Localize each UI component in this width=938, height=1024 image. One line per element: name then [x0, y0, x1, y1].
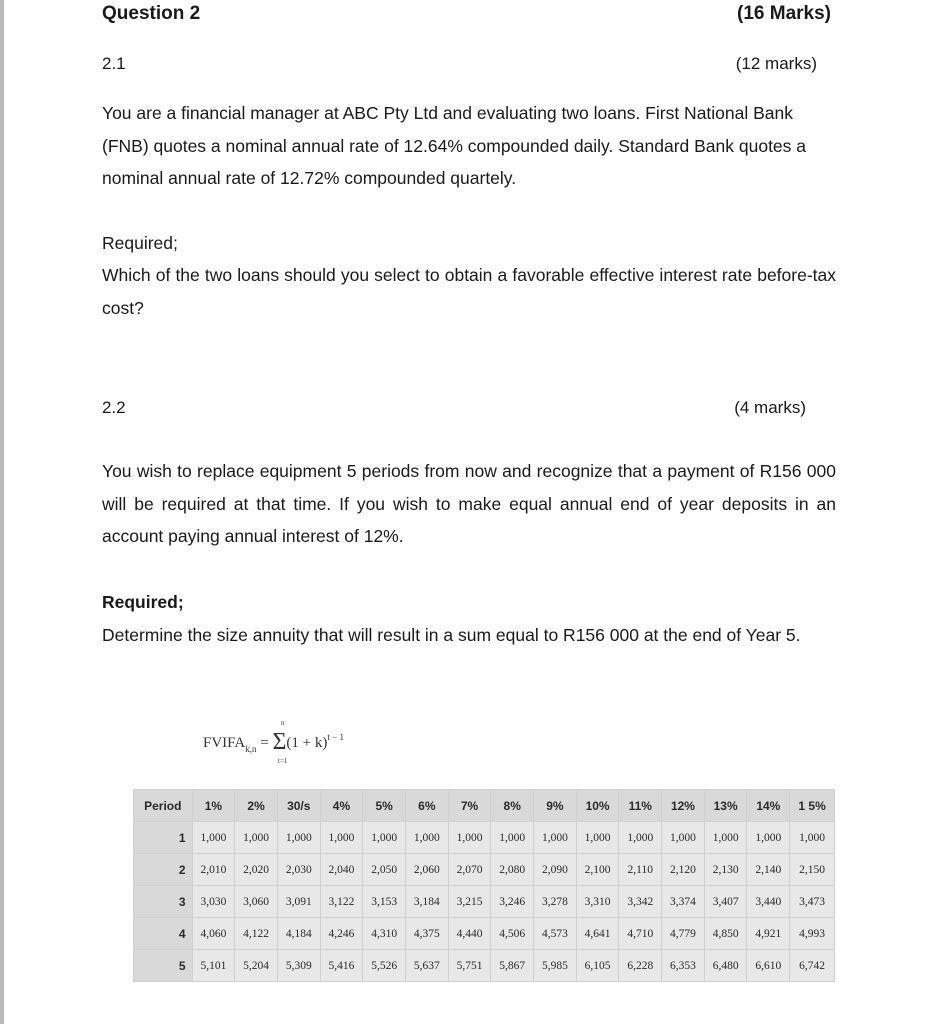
value-cell: 5,101 [192, 950, 235, 982]
value-cell: 4,060 [192, 918, 235, 950]
value-cell: 1,000 [491, 822, 534, 854]
question-title: Question 2 [102, 3, 201, 24]
value-cell: 1,000 [704, 822, 747, 854]
value-cell: 2,070 [448, 854, 491, 886]
value-cell: 4,993 [790, 918, 835, 950]
value-cell: 3,374 [662, 886, 705, 918]
value-cell: 5,416 [320, 950, 363, 982]
value-cell: 2,060 [405, 854, 448, 886]
value-cell: 2,080 [491, 854, 534, 886]
value-cell: 4,921 [747, 918, 790, 950]
value-cell: 4,573 [534, 918, 577, 950]
value-cell: 1,000 [363, 822, 406, 854]
value-cell: 5,637 [405, 950, 448, 982]
period-cell: 3 [134, 886, 193, 918]
part2-required-label: Required; [102, 592, 184, 612]
page-left-edge [0, 0, 4, 1024]
value-cell: 3,278 [534, 886, 577, 918]
table-row [134, 822, 835, 854]
value-cell: 2,120 [662, 854, 705, 886]
table-header-row [134, 790, 835, 822]
header-cell: 12% [662, 790, 705, 822]
part2-body: You wish to replace equipment 5 periods from now and recognize that a payment of R156 000 will be required at that time. If you wish to make equal annual end of year deposits in an account paying annual interest of 12%. [102, 461, 836, 546]
formula-lower-limit: t=1 [278, 757, 288, 765]
part2-number: 2.2 [102, 398, 126, 417]
value-cell: 2,020 [235, 854, 278, 886]
value-cell: 3,440 [747, 886, 790, 918]
fvifa-formula [203, 719, 344, 765]
period-cell: 4 [134, 918, 193, 950]
value-cell: 4,779 [662, 918, 705, 950]
value-cell: 4,440 [448, 918, 491, 950]
part1-required-text: Which of the two loans should you select to obtain a favorable effective interest rate before-tax cost? [102, 265, 836, 318]
header-cell: 6% [405, 790, 448, 822]
value-cell: 5,204 [235, 950, 278, 982]
header-cell: 14% [747, 790, 790, 822]
header-cell: Period [134, 790, 193, 822]
value-cell: 4,641 [576, 918, 619, 950]
value-cell: 2,030 [277, 854, 320, 886]
value-cell: 2,010 [192, 854, 235, 886]
value-cell: 3,030 [192, 886, 235, 918]
formula-upper-limit: n [281, 719, 285, 727]
value-cell: 5,526 [363, 950, 406, 982]
value-cell: 3,215 [448, 886, 491, 918]
value-cell: 3,407 [704, 886, 747, 918]
value-cell: 4,184 [277, 918, 320, 950]
value-cell: 2,130 [704, 854, 747, 886]
value-cell: 1,000 [405, 822, 448, 854]
value-cell: 3,473 [790, 886, 835, 918]
value-cell: 1,000 [320, 822, 363, 854]
value-cell: 1,000 [619, 822, 662, 854]
period-cell: 5 [134, 950, 193, 982]
header-cell: 30/s [277, 790, 320, 822]
question-marks: (16 Marks) [737, 3, 831, 24]
value-cell: 1,000 [747, 822, 790, 854]
value-cell: 4,310 [363, 918, 406, 950]
header-cell: 9% [534, 790, 577, 822]
value-cell: 3,060 [235, 886, 278, 918]
value-cell: 6,105 [576, 950, 619, 982]
value-cell: 1,000 [662, 822, 705, 854]
value-cell: 4,506 [491, 918, 534, 950]
value-cell: 5,985 [534, 950, 577, 982]
value-cell: 1,000 [448, 822, 491, 854]
value-cell: 1,000 [235, 822, 278, 854]
value-cell: 4,375 [405, 918, 448, 950]
value-cell: 3,091 [277, 886, 320, 918]
value-cell: 3,342 [619, 886, 662, 918]
value-cell: 2,150 [790, 854, 835, 886]
part2-marks: (4 marks) [734, 398, 806, 417]
value-cell: 5,867 [491, 950, 534, 982]
formula-exponent: t − 1 [327, 732, 344, 742]
part1-required-label: Required; [102, 233, 178, 253]
formula-lhs-subscript: k,n [245, 744, 257, 754]
value-cell: 1,000 [192, 822, 235, 854]
header-cell: 1 5% [790, 790, 835, 822]
value-cell: 3,310 [576, 886, 619, 918]
table-row [134, 918, 835, 950]
value-cell: 1,000 [790, 822, 835, 854]
header-cell: 1% [192, 790, 235, 822]
value-cell: 2,110 [619, 854, 662, 886]
header-cell: 2% [235, 790, 278, 822]
value-cell: 4,710 [619, 918, 662, 950]
value-cell: 2,140 [747, 854, 790, 886]
value-cell: 5,309 [277, 950, 320, 982]
header-cell: 7% [448, 790, 491, 822]
table-row [134, 886, 835, 918]
header-cell: 4% [320, 790, 363, 822]
formula-equals: = [260, 735, 269, 751]
value-cell: 6,353 [662, 950, 705, 982]
part1-marks: (12 marks) [735, 54, 817, 73]
part2-required-text: Determine the size annuity that will result in a sum equal to R156 000 at the end of Year 5. [102, 625, 801, 645]
value-cell: 4,246 [320, 918, 363, 950]
table-row [134, 854, 835, 886]
value-cell: 3,184 [405, 886, 448, 918]
value-cell: 3,246 [491, 886, 534, 918]
formula-body: (1 + k) [286, 735, 328, 751]
period-cell: 1 [134, 822, 193, 854]
fvifa-table [133, 789, 835, 982]
header-cell: 8% [491, 790, 534, 822]
formula-sigma: Σ [272, 729, 287, 755]
table-row [134, 950, 835, 982]
value-cell: 5,751 [448, 950, 491, 982]
part1-number: 2.1 [102, 54, 126, 73]
value-cell: 4,122 [235, 918, 278, 950]
value-cell: 3,153 [363, 886, 406, 918]
value-cell: 6,228 [619, 950, 662, 982]
value-cell: 2,040 [320, 854, 363, 886]
value-cell: 2,090 [534, 854, 577, 886]
value-cell: 4,850 [704, 918, 747, 950]
value-cell: 3,122 [320, 886, 363, 918]
part1-body: You are a financial manager at ABC Pty Ltd and evaluating two loans. First National Bank (FNB) quotes a nominal annual rate of 12.64% compounded daily. Standard Bank quotes a nominal annual rate of 12.72% compounded quartely. [102, 103, 807, 188]
value-cell: 6,480 [704, 950, 747, 982]
value-cell: 2,100 [576, 854, 619, 886]
value-cell: 2,050 [363, 854, 406, 886]
header-cell: 5% [363, 790, 406, 822]
value-cell: 1,000 [277, 822, 320, 854]
value-cell: 1,000 [576, 822, 619, 854]
value-cell: 6,610 [747, 950, 790, 982]
value-cell: 1,000 [534, 822, 577, 854]
formula-lhs: FVIFA [203, 735, 246, 751]
period-cell: 2 [134, 854, 193, 886]
value-cell: 6,742 [790, 950, 835, 982]
header-cell: 10% [576, 790, 619, 822]
header-cell: 11% [619, 790, 662, 822]
header-cell: 13% [704, 790, 747, 822]
